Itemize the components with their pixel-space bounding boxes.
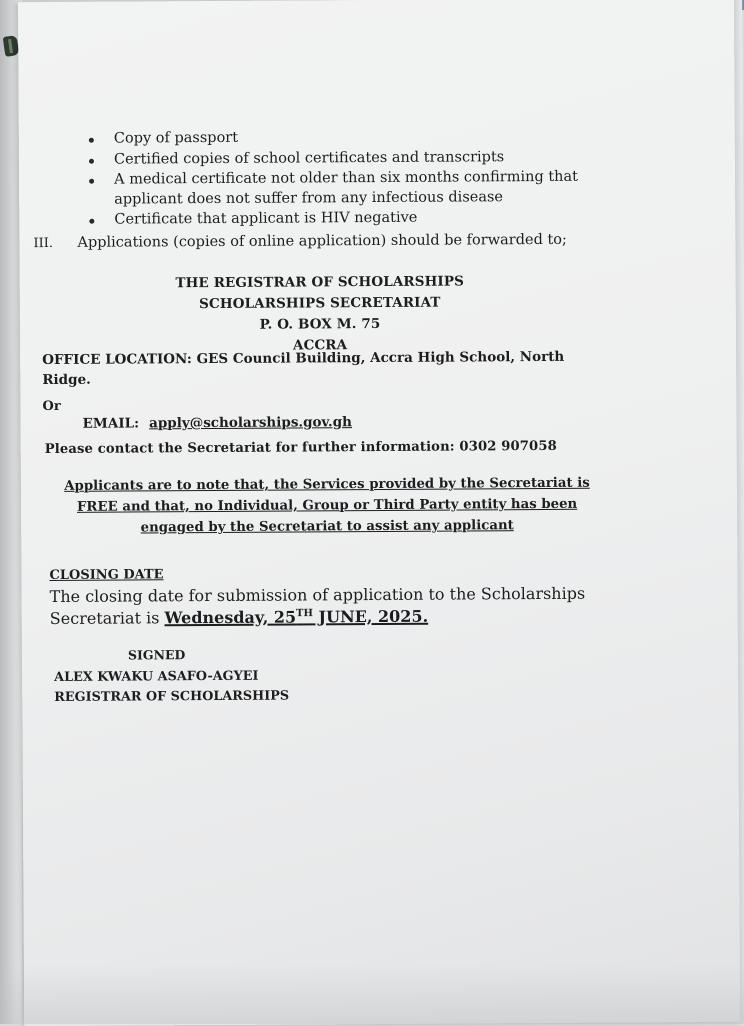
email-address: apply@scholarships.gov.gh (149, 414, 353, 432)
requirement-text: Certified copies of school certificates and transcripts (113, 148, 505, 168)
requirement-text: Copy of passport (113, 129, 239, 147)
list-item (81, 208, 621, 231)
requirement-text: A medical certificate not older than six months confirming that applicant does not suffer from any infectious disease (114, 168, 579, 208)
address-line: ACCRA (292, 337, 348, 354)
closing-date-heading: CLOSING DATE (49, 567, 164, 584)
requirement-text: Certificate that applicant is HIV negative (114, 209, 418, 228)
document-body (18, 0, 740, 1026)
address-line: P. O. BOX M. 75 (259, 315, 381, 333)
closing-date-value (164, 607, 428, 628)
section-numeral: III. (33, 235, 54, 252)
email-line (83, 414, 352, 432)
bullet-icon (89, 138, 94, 143)
binder-clip-icon (3, 35, 20, 57)
list-item (81, 127, 621, 150)
signatory-name: ALEX KWAKU ASAFO-AGYEI (54, 668, 259, 685)
bullet-icon (89, 158, 94, 163)
office-location: OFFICE LOCATION: GES Council Building, Accra High School, North Ridge. (42, 348, 565, 389)
address-line: SCHOLARSHIPS SECRETARIAT (199, 294, 441, 313)
address-line: THE REGISTRAR OF SCHOLARSHIPS (175, 273, 464, 292)
closing-text-body: The closing date for submission of application to the Scholarships Secretariat is (49, 583, 586, 629)
list-item (81, 147, 621, 170)
signed-label: SIGNED (127, 647, 186, 663)
or-text: Or (42, 398, 61, 415)
closing-date-rest: JUNE, 2025. (312, 606, 429, 627)
free-services-notice: Applicants are to note that, the Services provided by the Secretariat is FREE and that, no Individual, Group or Third Party entity has been engaged by the Secretariat to assist any applicant (64, 475, 590, 536)
closing-date-text (50, 583, 620, 630)
section-iii (33, 230, 633, 253)
closing-date-suffix: TH (296, 608, 313, 620)
section-iii-text: Applications (copies of online application) should be forwarded to; (77, 231, 567, 251)
contact-info: Please contact the Secretariat for further information: 0302 907058 (44, 438, 557, 458)
bullet-icon (89, 179, 94, 184)
requirements-list (81, 127, 622, 232)
bullet-icon (89, 219, 94, 224)
document-page (18, 0, 740, 1026)
closing-date-day: Wednesday, 25 (164, 607, 297, 628)
list-item (81, 168, 621, 210)
email-label: EMAIL: (82, 415, 140, 432)
signatory-title: REGISTRAR OF SCHOLARSHIPS (54, 688, 290, 705)
registrar-address (100, 271, 541, 358)
signatory-block (54, 667, 289, 708)
